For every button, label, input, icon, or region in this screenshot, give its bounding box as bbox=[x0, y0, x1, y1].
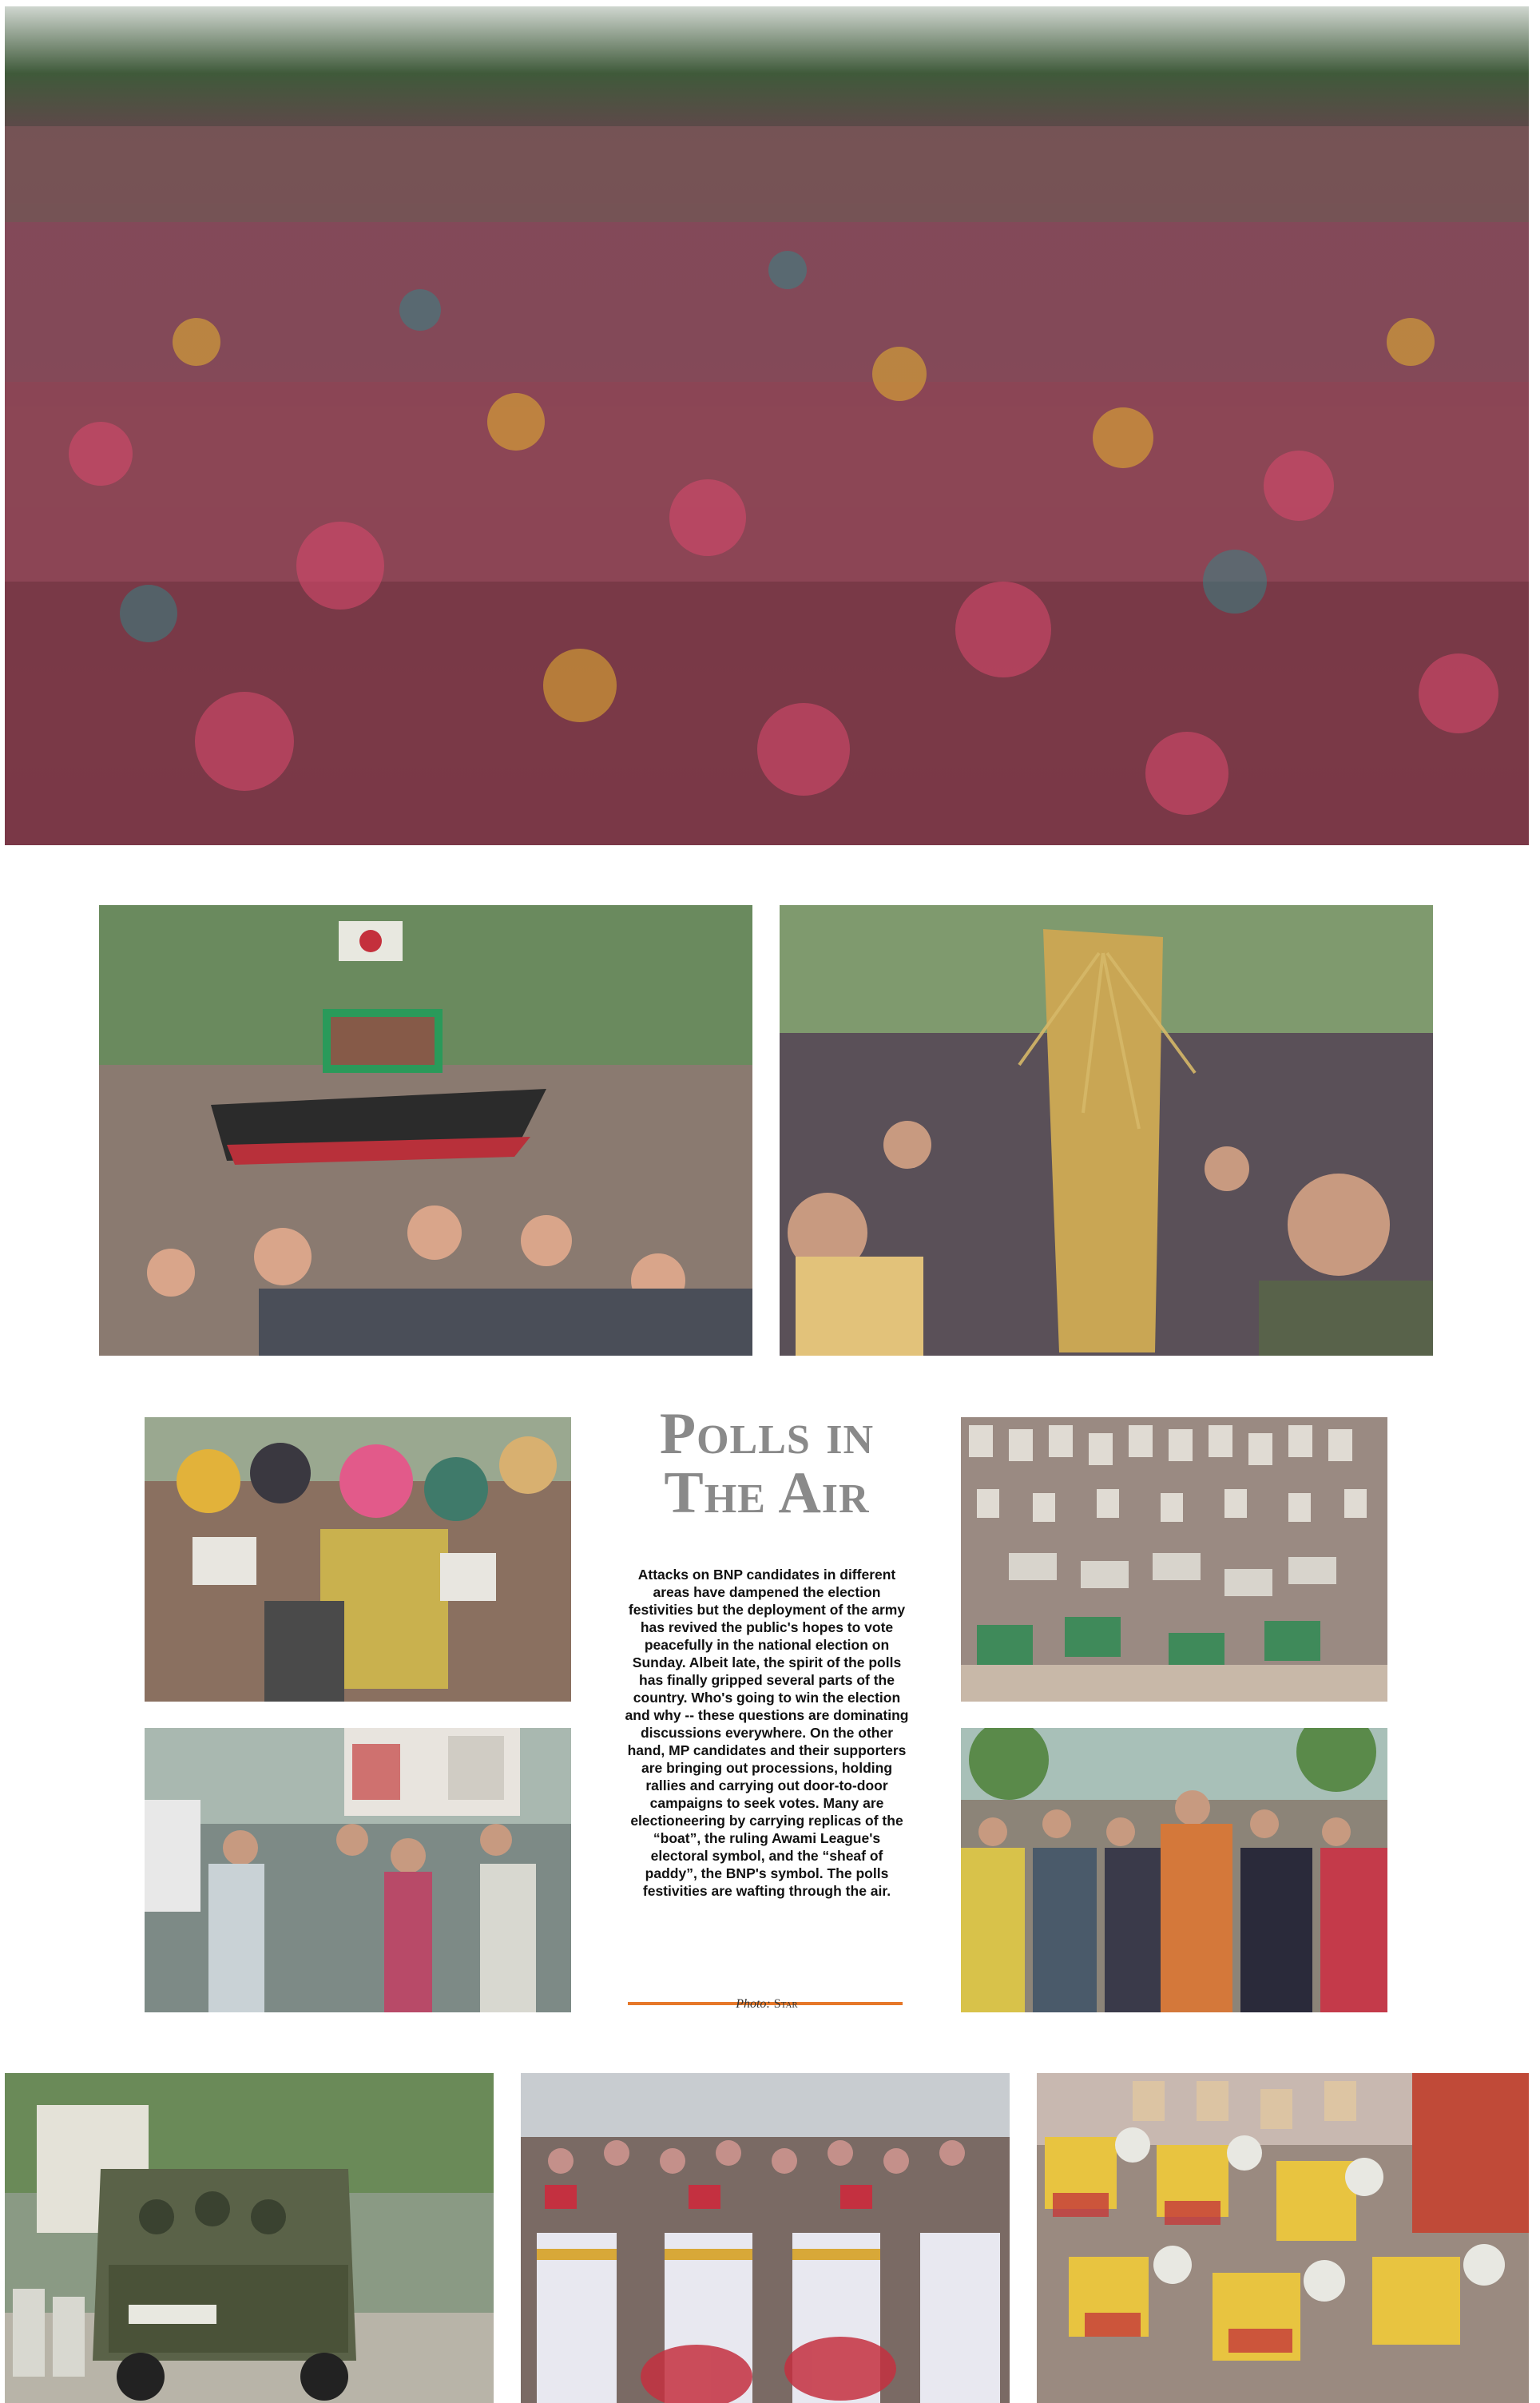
photo-sheaf-of-paddy bbox=[780, 905, 1433, 1356]
photo-army-truck bbox=[5, 2073, 494, 2403]
photo-credit-label: Photo: bbox=[736, 1997, 771, 2011]
feature-body-text: Attacks on BNP candidates in different areas have dampened the election festivities but the deployment of the army has revived the public's hopes to vote peacefully in the national election on Sunday. Albeit late, the spirit of the polls has finally gripped several parts of the country. Who's going to win the election and why -- these questions are dominating discussions everywhere. On the other hand, MP candidates and their supporters are bringing out processions, holding rallies and carrying out door-to-door campaigns to seek votes. Many are electioneering by carrying replicas of the “boat”, the ruling Awami League's electoral symbol, and the “sheaf of paddy”, the BNP's symbol. The polls festivities are wafting through the air. bbox=[625, 1567, 909, 1899]
feature-title-line-2: The Air bbox=[664, 1460, 870, 1526]
photo-credit bbox=[607, 1997, 927, 2012]
photo-band-procession bbox=[521, 2073, 1010, 2403]
photo-women-rally bbox=[961, 1728, 1387, 2012]
photo-door-to-door-campaign bbox=[145, 1728, 571, 2012]
photo-posters-over-traffic bbox=[961, 1417, 1387, 1702]
photo-boat-replica-procession bbox=[99, 905, 752, 1356]
feature-title bbox=[607, 1401, 927, 1526]
photo-women-leaflets bbox=[145, 1417, 571, 1702]
photo-rally-crowd bbox=[5, 6, 1529, 845]
feature-title-line-1: Polls in bbox=[659, 1401, 875, 1467]
photo-credit-source: Star bbox=[773, 1997, 798, 2011]
photo-autorickshaws-loudspeakers bbox=[1037, 2073, 1529, 2403]
